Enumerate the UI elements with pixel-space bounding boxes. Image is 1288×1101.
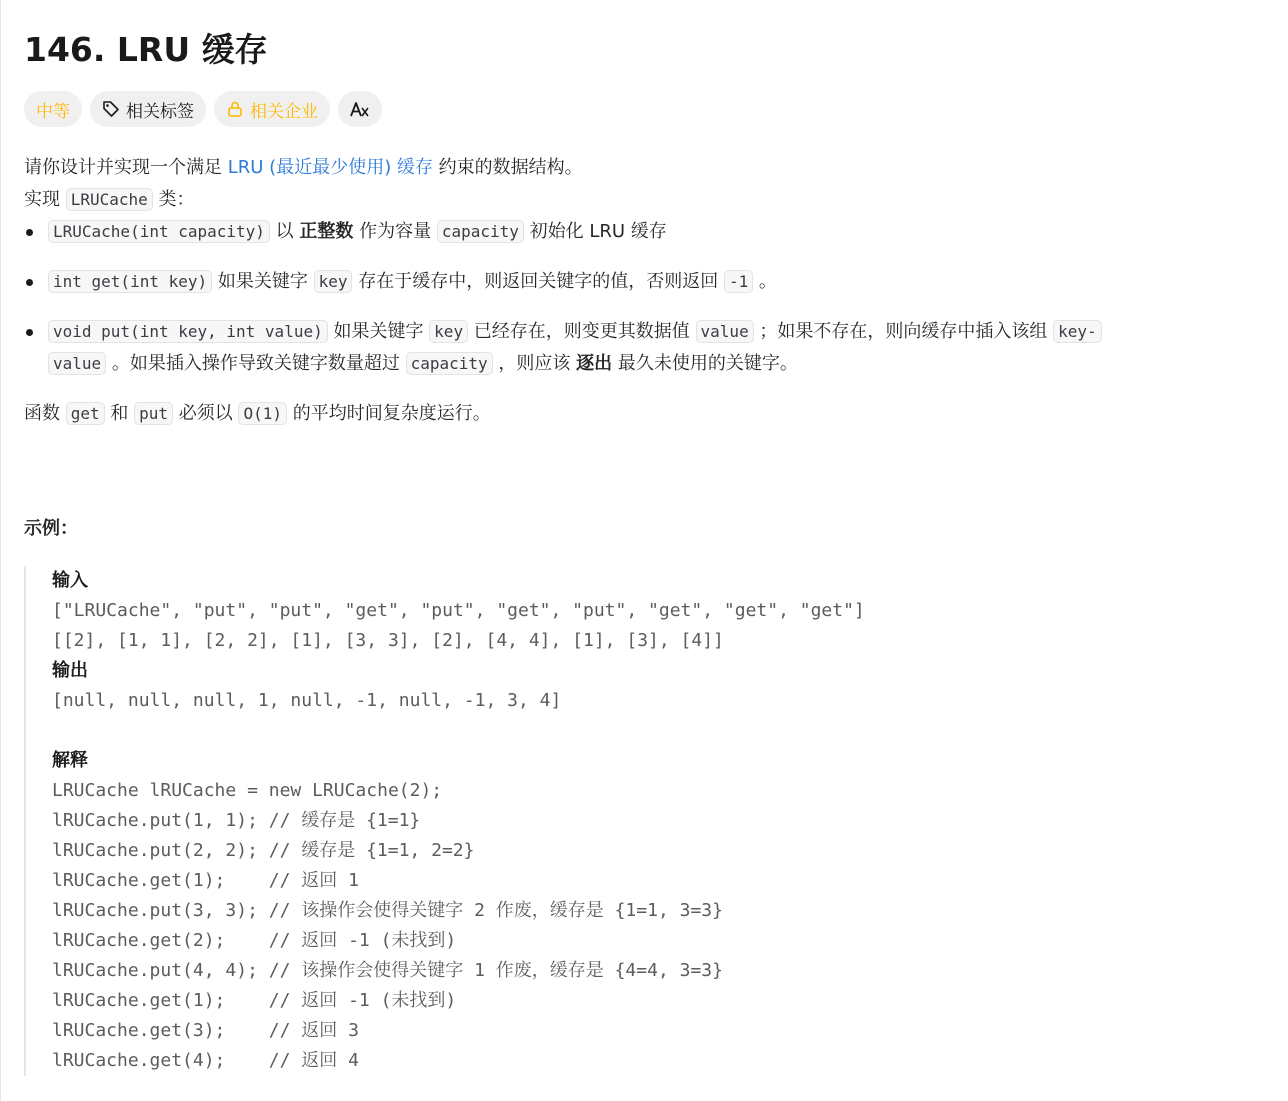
list-item <box>48 266 1254 298</box>
explanation-line: lRUCache.get(2); // 返回 -1 (未找到) <box>52 930 457 951</box>
complexity-paragraph <box>24 398 1254 430</box>
explanation-line: lRUCache.put(4, 4); // 该操作会使得关键字 1 作废，缓存是 {4=4, 3=3} <box>52 960 723 981</box>
inline-code: key <box>429 320 468 343</box>
related-tags-label: 相关标签 <box>126 101 194 122</box>
explanation-line: lRUCache.get(1); // 返回 1 <box>52 870 359 891</box>
inline-code: get <box>66 402 105 425</box>
tag-row <box>24 91 382 127</box>
inline-code: capacity <box>406 352 493 375</box>
inline-code: key <box>314 270 353 293</box>
text: ；如果不存在，则向缓存中插入该组 <box>753 321 1054 342</box>
tag-icon <box>102 100 120 118</box>
list-item <box>48 216 1254 248</box>
inline-code: -1 <box>724 270 753 293</box>
output-label: 输出 <box>52 660 88 681</box>
inline-code: capacity <box>437 220 524 243</box>
intro-text: 请你设计并实现一个满足 <box>24 157 228 178</box>
input-label: 输入 <box>52 570 88 591</box>
text: 以 <box>269 221 300 242</box>
lock-icon <box>226 100 244 118</box>
bold-text: 正整数 <box>299 221 354 242</box>
text: 如果关键字 <box>327 321 430 342</box>
lru-cache-link[interactable]: LRU (最近最少使用) 缓存 <box>227 157 433 178</box>
method-list <box>24 216 1254 380</box>
implement-text-end: 类： <box>152 189 195 210</box>
explanation-line: lRUCache.get(4); // 返回 4 <box>52 1050 359 1071</box>
problem-content <box>24 152 1254 430</box>
inline-code: void put(int key, int value) <box>48 320 328 343</box>
text: 的平均时间复杂度运行。 <box>286 403 491 424</box>
problem-title: 146. LRU 缓存 <box>24 30 268 69</box>
explanation-line: lRUCache.put(1, 1); // 缓存是 {1=1} <box>52 810 421 831</box>
intro-paragraph <box>24 152 1254 184</box>
input-line: ["LRUCache", "put", "put", "get", "put", "get", "put", "get", "get", "get"] <box>52 600 865 621</box>
related-companies-label: 相关企业 <box>250 101 318 122</box>
text: 已经存在，则变更其数据值 <box>468 321 696 342</box>
explanation-line: lRUCache.put(2, 2); // 缓存是 {1=1, 2=2} <box>52 840 475 861</box>
text: 最久未使用的关键字。 <box>612 353 798 374</box>
panel-left-border <box>0 0 1 1101</box>
implement-paragraph <box>24 184 1254 216</box>
inline-code: value <box>48 352 106 375</box>
example-block <box>24 566 1254 1076</box>
input-line: [[2], [1, 1], [2, 2], [1], [3, 3], [2], [4, 4], [1], [3], [4]] <box>52 630 724 651</box>
inline-code: LRUCache(int capacity) <box>48 220 270 243</box>
inline-code: value <box>696 320 754 343</box>
text: 如果关键字 <box>212 271 314 292</box>
text: ，则应该 <box>492 353 577 374</box>
implement-text: 实现 <box>24 189 66 210</box>
inline-code: int get(int key) <box>48 270 212 293</box>
inline-code: LRUCache <box>66 188 153 211</box>
explanation-line: lRUCache.get(1); // 返回 -1 (未找到) <box>52 990 457 1011</box>
inline-code: put <box>134 402 173 425</box>
list-item <box>48 316 1254 380</box>
difficulty-badge <box>24 91 82 127</box>
related-companies-button[interactable] <box>214 91 330 127</box>
intro-text-end: 约束的数据结构。 <box>432 157 583 178</box>
translate-icon <box>349 100 371 118</box>
text: 存在于缓存中，则返回关键字的值，否则返回 <box>352 271 724 292</box>
explanation-line: LRUCache lRUCache = new LRUCache(2); <box>52 780 443 801</box>
bold-text: 逐出 <box>576 353 613 374</box>
output-line: [null, null, null, 1, null, -1, null, -1, 3, 4] <box>52 690 562 711</box>
difficulty-label: 中等 <box>36 101 70 122</box>
text: 作为容量 <box>353 221 437 242</box>
text: 必须以 <box>173 403 239 424</box>
spacer <box>52 716 1254 746</box>
text: 。 <box>753 271 777 292</box>
text: 函数 <box>24 403 66 424</box>
related-tags-button[interactable] <box>90 91 206 127</box>
explanation-line: lRUCache.get(3); // 返回 3 <box>52 1020 359 1041</box>
explanation-label: 解释 <box>52 750 88 771</box>
text: 。如果插入操作导致关键字数量超过 <box>106 353 406 374</box>
text: 初始化 LRU 缓存 <box>523 221 667 242</box>
example-title: 示例： <box>24 518 78 539</box>
inline-code: key- <box>1053 320 1102 343</box>
translate-button[interactable] <box>338 91 382 127</box>
inline-code: O(1) <box>238 402 287 425</box>
text: 和 <box>104 403 135 424</box>
explanation-line: lRUCache.put(3, 3); // 该操作会使得关键字 2 作废，缓存是 {1=1, 3=3} <box>52 900 723 921</box>
